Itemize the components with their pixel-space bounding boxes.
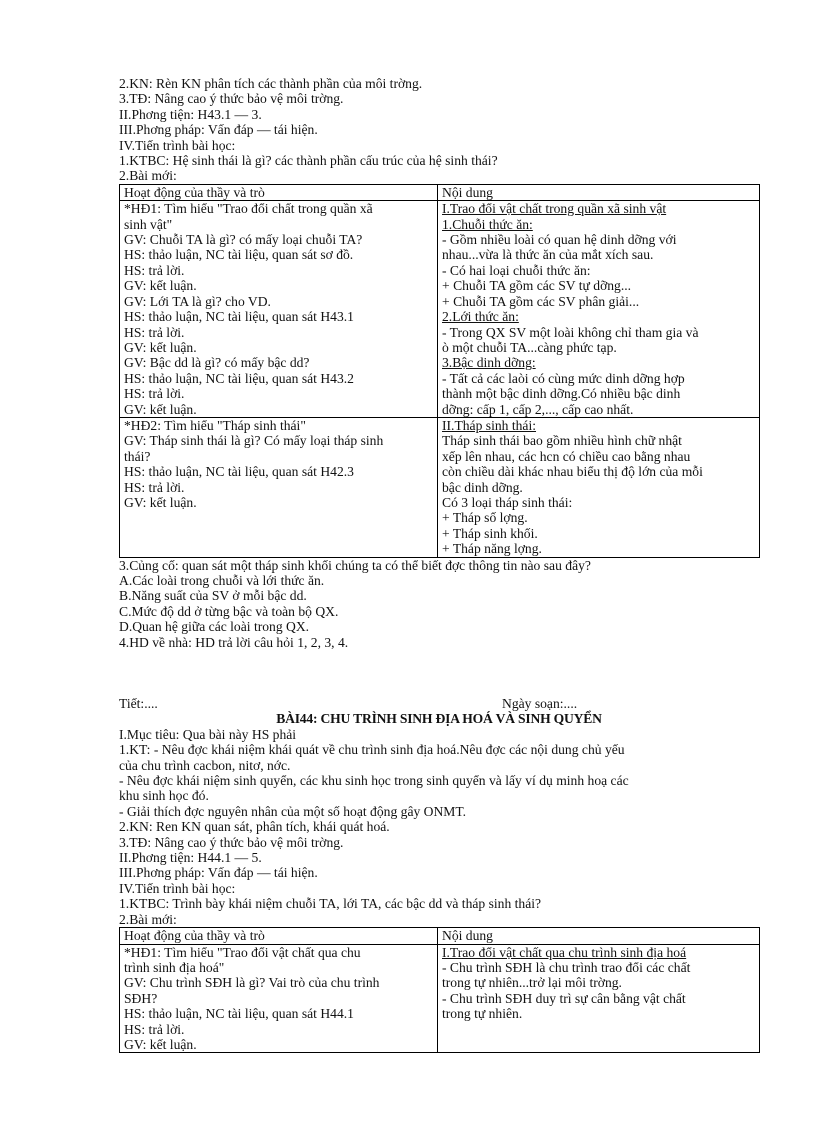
- text-line: - Giải thích đợc nguyên nhân của một số hoạt động gây ONMT.: [119, 803, 467, 819]
- section2-intro: [119, 727, 759, 927]
- ngay-soan-label: Ngày soạn:....: [502, 696, 578, 712]
- table-header-row: [120, 928, 760, 944]
- text-line: A.Các loài trong chuỗi và lới thức ăn.: [119, 573, 325, 588]
- text-line: 4.HD về nhà: HD trả lời câu hỏi 1, 2, 3, 4.: [119, 634, 349, 650]
- activity-line: GV: Tháp sinh thái là gì? Có mấy loại tháp sinh: [124, 433, 384, 449]
- tiet-label: Tiết:....: [119, 696, 158, 712]
- content-line: I.Trao đổi vật chất qua chu trình sinh địa hoá: [442, 944, 687, 960]
- table-header-row: [120, 184, 760, 200]
- content-line: 3.Bậc dinh dỡng:: [442, 355, 536, 371]
- content-line: + Tháp năng lợng.: [442, 541, 542, 557]
- text-line: 1.KTBC: Trình bày khái niệm chuỗi TA, lới TA, các bậc dd và tháp sinh thái?: [119, 896, 542, 912]
- content-line: + Chuỗi TA gồm các SV phân giải...: [442, 293, 640, 309]
- activity-line: *HĐ1: Tìm hiểu "Trao đổi vật chất qua chu: [124, 944, 361, 960]
- content-line: 2.Lới thức ăn:: [442, 309, 519, 325]
- text-line: IV.Tiến trình bài học:: [119, 137, 236, 153]
- text-line: 2.KN: Rèn KN phân tích các thành phần của môi trờng.: [119, 76, 423, 91]
- content-line: 1.Chuỗi thức ăn:: [442, 216, 533, 232]
- header-content: Nội dung: [438, 928, 760, 944]
- content-line: II.Tháp sinh thái:: [442, 417, 537, 433]
- text-line: III.Phơng pháp: Vấn đáp — tái hiện.: [119, 865, 318, 881]
- text-line: II.Phơng tiện: H43.1 — 3.: [119, 106, 262, 122]
- activity-cell: [120, 201, 438, 418]
- text-line: III.Phơng pháp: Vấn đáp — tái hiện.: [119, 122, 318, 138]
- content-line: còn chiều dài khác nhau biểu thị độ lớn của mỗi: [442, 464, 703, 480]
- content-line: - Có hai loại chuỗi thức ăn:: [442, 262, 591, 278]
- document-page: [119, 76, 759, 1053]
- activity-line: GV: Bậc dd là gì? có mấy bậc dd?: [124, 355, 310, 371]
- activity-line: HS: thảo luận, NC tài liệu, quan sát H43.2: [124, 370, 354, 386]
- activity-line: sinh vật": [124, 216, 173, 232]
- section1-after: [119, 558, 759, 650]
- text-line: 3.Củng cố: quan sát một tháp sinh khối chúng ta có thể biết đợc thông tin nào sau đây?: [119, 557, 591, 573]
- activity-line: HS: trả lời.: [124, 386, 185, 402]
- text-line: của chu trình cacbon, nitơ, nớc.: [119, 757, 291, 773]
- text-line: 1.KTBC: Hệ sinh thái là gì? các thành phần cấu trúc của hệ sinh thái?: [119, 153, 498, 169]
- content-line: dỡng: cấp 1, cấp 2,..., cấp cao nhất.: [442, 401, 634, 417]
- content-line: - Trong QX SV một loài không chỉ tham gia và: [442, 324, 699, 340]
- text-line: 3.TĐ: Nâng cao ý thức bảo vệ môi trờng.: [119, 91, 344, 107]
- text-line: II.Phơng tiện: H44.1 — 5.: [119, 850, 262, 866]
- activity-line: GV: kết luận.: [124, 339, 197, 355]
- content-line: - Chu trình SĐH duy trì sự cân bằng vật chất: [442, 990, 686, 1006]
- activity-line: GV: kết luận.: [124, 401, 197, 417]
- activity-line: HS: trả lời.: [124, 262, 185, 278]
- activity-cell: [120, 417, 438, 557]
- table-row: [120, 417, 760, 557]
- text-line: 3.TĐ: Nâng cao ý thức bảo vệ môi trờng.: [119, 834, 344, 850]
- header-activity: Hoạt động của thầy và trò: [120, 184, 438, 200]
- text-line: D.Quan hệ giữa các loài trong QX.: [119, 619, 310, 635]
- content-line: + Tháp số lợng.: [442, 510, 528, 526]
- lesson-table-2: [119, 927, 760, 1053]
- content-line: nhau...vừa là thức ăn của mắt xích sau.: [442, 247, 654, 263]
- activity-cell: [120, 944, 438, 1053]
- activity-line: thái?: [124, 448, 151, 464]
- activity-line: GV: kết luận.: [124, 494, 197, 510]
- lesson-title: BÀI44: CHU TRÌNH SINH ĐỊA HOÁ VÀ SINH QUYỂN: [276, 711, 602, 727]
- text-line: 2.Bài mới:: [119, 168, 177, 184]
- content-line: xếp lên nhau, các hcn có chiều cao bằng nhau: [442, 448, 691, 464]
- content-line: + Chuỗi TA gồm các SV tự dỡng...: [442, 278, 632, 294]
- activity-line: HS: thảo luận, NC tài liệu, quan sát H44.1: [124, 1006, 354, 1022]
- content-line: - Chu trình SĐH là chu trình trao đổi các chất: [442, 959, 691, 975]
- content-line: ò một chuỗi TA...càng phức tạp.: [442, 339, 617, 355]
- activity-line: GV: Chuỗi TA là gì? có mấy loại chuỗi TA?: [124, 232, 363, 248]
- activity-line: HS: trả lời.: [124, 324, 185, 340]
- content-cell: [438, 417, 760, 557]
- text-line: khu sinh học đó.: [119, 788, 209, 804]
- text-line: 2.Bài mới:: [119, 911, 177, 927]
- header-activity: Hoạt động của thầy và trò: [120, 928, 438, 944]
- text-line: IV.Tiến trình bài học:: [119, 880, 236, 896]
- activity-line: SĐH?: [124, 990, 158, 1006]
- content-line: Có 3 loại tháp sinh thái:: [442, 494, 573, 510]
- activity-line: GV: kết luận.: [124, 1036, 197, 1052]
- activity-line: HS: thảo luận, NC tài liệu, quan sát H43.1: [124, 309, 354, 325]
- table-row: [120, 201, 760, 418]
- text-line: 2.KN: Ren KN quan sát, phân tích, khái quát hoá.: [119, 819, 390, 835]
- text-line: C.Mức độ dd ở từng bậc và toàn bộ QX.: [119, 603, 339, 619]
- activity-line: GV: Chu trình SĐH là gì? Vai trò của chu trình: [124, 975, 380, 991]
- content-cell: [438, 944, 760, 1053]
- section1-intro: [119, 76, 759, 184]
- header-content: Nội dung: [438, 184, 760, 200]
- activity-line: *HĐ1: Tìm hiểu "Trao đổi chất trong quần xã: [124, 201, 373, 217]
- content-line: bậc dinh dỡng.: [442, 479, 523, 495]
- activity-line: GV: kết luận.: [124, 278, 197, 294]
- content-line: thành một bậc dinh dỡng.Có nhiều bậc dinh: [442, 386, 681, 402]
- activity-line: HS: trả lời.: [124, 1021, 185, 1037]
- text-line: B.Năng suất của SV ở mỗi bậc dd.: [119, 588, 307, 604]
- content-line: trong tự nhiên...trở lại môi trờng.: [442, 975, 622, 991]
- text-line: I.Mục tiêu: Qua bài này HS phải: [119, 726, 297, 742]
- content-line: - Gồm nhiều loài có quan hệ dinh dỡng với: [442, 232, 677, 248]
- content-line: trong tự nhiên.: [442, 1006, 523, 1022]
- activity-line: *HĐ2: Tìm hiểu "Tháp sinh thái": [124, 417, 306, 433]
- activity-line: trình sinh địa hoá": [124, 959, 225, 975]
- content-line: Tháp sinh thái bao gồm nhiều hình chữ nhật: [442, 433, 682, 449]
- text-line: 1.KT: - Nêu đợc khái niệm khái quát về chu trình sinh địa hoá.Nêu đợc các nội dung chủ yếu: [119, 742, 625, 758]
- activity-line: GV: Lới TA là gì? cho VD.: [124, 293, 271, 309]
- activity-line: HS: thảo luận, NC tài liệu, quan sát H42.3: [124, 464, 354, 480]
- lesson-meta-row: [119, 696, 759, 711]
- content-line: + Tháp sinh khối.: [442, 525, 538, 541]
- activity-line: HS: thảo luận, NC tài liệu, quan sát sơ đồ.: [124, 247, 354, 263]
- content-line: I.Trao đổi vật chất trong quần xã sinh vật: [442, 201, 667, 217]
- activity-line: HS: trả lời.: [124, 479, 185, 495]
- content-line: - Tất cả các laòi có cùng mức dinh dỡng hợp: [442, 370, 685, 386]
- lesson-table-1: [119, 184, 760, 558]
- content-cell: [438, 201, 760, 418]
- table-row: [120, 944, 760, 1053]
- text-line: - Nêu đợc khái niệm sinh quyển, các khu sinh học trong sinh quyển và lấy ví dụ minh hoạ các: [119, 773, 629, 789]
